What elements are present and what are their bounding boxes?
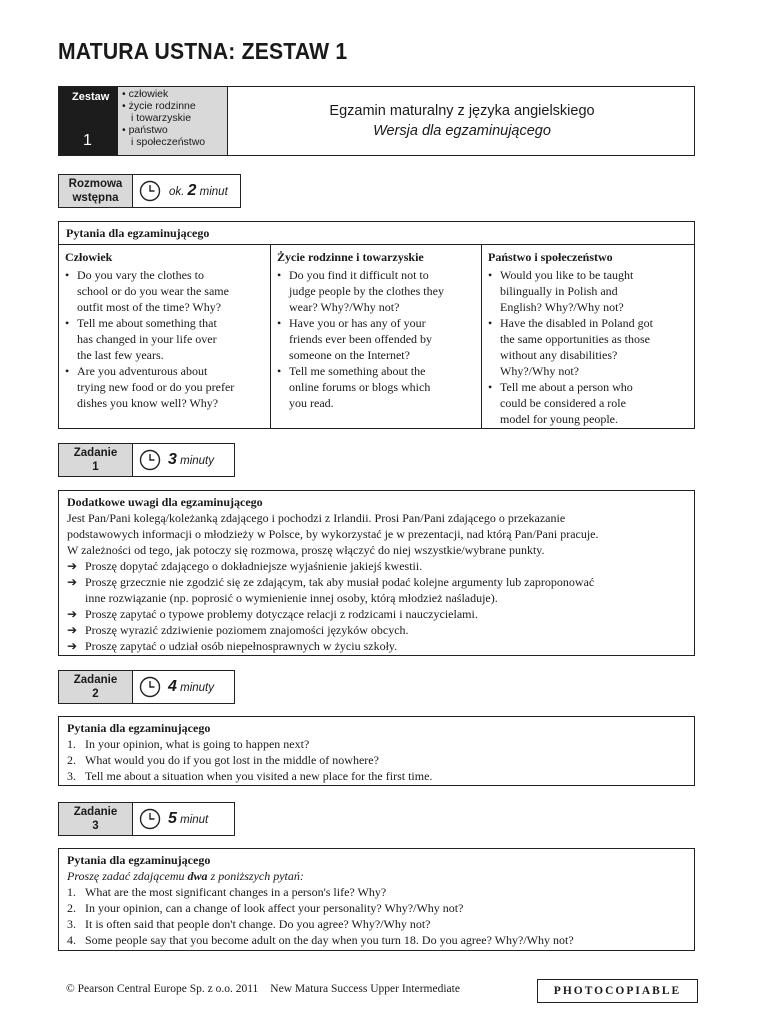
question-item bbox=[488, 379, 694, 427]
question-number: 1. bbox=[67, 737, 76, 751]
question-line: • Do you find it difficult not to bbox=[289, 268, 429, 282]
instruction-emphasis: dwa bbox=[187, 869, 208, 883]
intro-questions-heading: Pytania dla egzaminującego bbox=[59, 222, 694, 245]
question-line: • Tell me about a person who bbox=[500, 380, 633, 394]
topic-item: • państwo bbox=[122, 124, 168, 136]
notes-point bbox=[67, 574, 688, 606]
question-text: It is often said that people don't change. Do you agree? Why?/Why not? bbox=[85, 917, 431, 931]
question-line: you read. bbox=[289, 396, 334, 410]
question-number: 3. bbox=[67, 917, 76, 931]
instruction-text: z poniższych pytań: bbox=[207, 869, 304, 883]
question-line: trying new food or do you prefer bbox=[77, 380, 235, 394]
question-line: • Tell me something about the bbox=[289, 364, 426, 378]
timer-intro bbox=[58, 174, 241, 208]
timer-intro-duration bbox=[169, 182, 228, 200]
page-title: MATURA USTNA: ZESTAW 1 bbox=[58, 38, 348, 64]
question-line: outfit most of the time? Why? bbox=[77, 300, 222, 314]
question-number: 2. bbox=[67, 753, 76, 767]
timer-task1 bbox=[58, 443, 235, 477]
question-line: could be considered a role bbox=[500, 396, 626, 410]
question-item bbox=[277, 315, 481, 363]
question-line: the same opportunities as those bbox=[500, 332, 650, 346]
question-line: • Have you or has any of your bbox=[289, 316, 426, 330]
zestaw-label: Zestaw bbox=[72, 91, 110, 103]
timer-label-line: Zadanie bbox=[73, 447, 118, 459]
notes-line: Jest Pan/Pani kolegą/koleżanką zdającego i pochodzi z Irlandii. Prosi Pan/Pani zdającego o przekazanie bbox=[67, 511, 566, 525]
exam-title: Egzamin maturalny z języka angielskiego bbox=[329, 103, 595, 119]
instruction-text: Proszę zadać zdającemu bbox=[67, 869, 188, 883]
column-zycie-rodzinne bbox=[271, 245, 482, 428]
topic-item: i społeczeństwo bbox=[131, 136, 206, 148]
timer-amount: 5 bbox=[168, 810, 177, 827]
zestaw-badge bbox=[59, 87, 118, 155]
question-item bbox=[488, 315, 694, 379]
question-number: 3. bbox=[67, 769, 76, 783]
arrow-right-icon: ➔ bbox=[67, 623, 78, 637]
arrow-right-icon: ➔ bbox=[67, 639, 78, 653]
column-czlowiek bbox=[59, 245, 271, 428]
timer-label-line: 1 bbox=[92, 461, 99, 473]
timer-task2-label bbox=[59, 671, 133, 703]
question-item bbox=[277, 267, 481, 315]
question-number: 2. bbox=[67, 901, 76, 915]
question-line: English? Why?/Why not? bbox=[500, 300, 624, 314]
clock-icon bbox=[139, 180, 161, 202]
task1-notes-points bbox=[67, 558, 688, 654]
question-text: Some people say that you become adult on the day when you turn 18. Do you agree? Why?/Why not? bbox=[85, 933, 574, 947]
arrow-right-icon: ➔ bbox=[67, 575, 78, 589]
question-number: 4. bbox=[67, 933, 76, 947]
question-line: model for young people. bbox=[500, 412, 618, 426]
task2-questions-list bbox=[67, 736, 688, 784]
timer-unit: minuty bbox=[180, 455, 214, 467]
topic-item: i towarzyskie bbox=[131, 112, 192, 124]
question-line: someone on the Internet? bbox=[289, 348, 410, 362]
timer-unit: minut bbox=[199, 186, 228, 198]
notes-point-line: Proszę grzecznie nie zgodzić się ze zdającym, tak aby musiał podać kolejne argumenty lub zaproponować bbox=[85, 575, 595, 589]
question-text: In your opinion, what is going to happen next? bbox=[85, 737, 310, 751]
question-item bbox=[277, 363, 481, 411]
notes-point-line: inne rozwiązanie (np. poprosić o wymienienie innej osoby, którą młodzież naśladuje). bbox=[85, 591, 498, 605]
question-text: What would you do if you got lost in the middle of nowhere? bbox=[85, 753, 379, 767]
clock-icon bbox=[139, 808, 161, 830]
question-line: the last few years. bbox=[77, 348, 164, 362]
column-title: Człowiek bbox=[65, 250, 113, 264]
question-line: friends ever been offended by bbox=[289, 332, 433, 346]
question-line: • Tell me about something that bbox=[77, 316, 217, 330]
question-line: • Would you like to be taught bbox=[500, 268, 634, 282]
task3-instruction bbox=[67, 868, 688, 884]
notes-point bbox=[67, 622, 688, 638]
question-number: 1. bbox=[67, 885, 76, 899]
footer bbox=[66, 983, 460, 995]
task2-questions-heading: Pytania dla egzaminującego bbox=[67, 721, 211, 735]
notes-point bbox=[67, 558, 688, 574]
notes-line: podstawowych informacji o młodzieży w Polsce, by wykorzystać je w prezentacji, nad którą Pan/Pani pracuje. bbox=[67, 527, 599, 541]
timer-label-line: 3 bbox=[92, 820, 99, 832]
timer-amount: 3 bbox=[168, 451, 177, 468]
notes-point-line: Proszę wyrazić zdziwienie poziomem znajomości języków obcych. bbox=[85, 623, 409, 637]
question-line: • Are you adventurous about bbox=[77, 364, 208, 378]
question-line: bilingually in Polish and bbox=[500, 284, 618, 298]
notes-point-line: Proszę zapytać o udział osób niepełnosprawnych w życiu szkoły. bbox=[85, 639, 398, 653]
task1-notes-intro bbox=[67, 510, 688, 558]
timer-label-line: wstępna bbox=[72, 192, 119, 204]
timer-label-line: Zadanie bbox=[73, 806, 118, 818]
question-line: online forums or blogs which bbox=[289, 380, 431, 394]
question-line: • Have the disabled in Poland got bbox=[500, 316, 653, 330]
arrow-right-icon: ➔ bbox=[67, 607, 78, 621]
topic-item: • życie rodzinne bbox=[122, 100, 196, 112]
question-line: Why?/Why not? bbox=[500, 364, 579, 378]
question-line: school or do you wear the same bbox=[77, 284, 229, 298]
question-line: judge people by the clothes they bbox=[289, 284, 444, 298]
footer-copyright: © Pearson Central Europe Sp. z o.o. 2011 bbox=[66, 983, 259, 995]
intro-questions-table bbox=[58, 221, 695, 429]
exam-title-block bbox=[229, 101, 695, 141]
column-title: Państwo i społeczeństwo bbox=[488, 250, 613, 264]
timer-unit: minuty bbox=[180, 682, 214, 694]
arrow-right-icon: ➔ bbox=[67, 559, 78, 573]
timer-amount: 2 bbox=[187, 182, 197, 199]
task2-questions-box bbox=[58, 716, 695, 786]
question-item bbox=[67, 932, 688, 948]
timer-amount: 4 bbox=[168, 678, 177, 695]
topics-list bbox=[118, 87, 228, 155]
task3-questions-heading: Pytania dla egzaminującego bbox=[67, 853, 211, 867]
column-title: Życie rodzinne i towarzyskie bbox=[277, 250, 424, 264]
timer-label-line: Zadanie bbox=[73, 674, 118, 686]
footer-book: New Matura Success Upper Intermediate bbox=[270, 983, 460, 995]
topic-item: • człowiek bbox=[122, 88, 169, 100]
clock-icon bbox=[139, 676, 161, 698]
timer-task3 bbox=[58, 802, 235, 836]
question-text: In your opinion, can a change of look affect your personality? Why?/Why not? bbox=[85, 901, 464, 915]
zestaw-number: 1 bbox=[83, 132, 92, 149]
timer-label-line: Rozmowa bbox=[68, 178, 123, 190]
question-line: without any disabilities? bbox=[500, 348, 618, 362]
photocopiable-badge: PHOTOCOPIABLE bbox=[537, 979, 698, 1003]
question-item bbox=[67, 736, 688, 752]
question-item bbox=[67, 768, 688, 784]
timer-unit: minut bbox=[180, 814, 209, 826]
timer-label-line: 2 bbox=[92, 688, 99, 700]
timer-task1-duration bbox=[168, 451, 214, 469]
question-line: wear? Why?/Why not? bbox=[289, 300, 400, 314]
question-text: What are the most significant changes in a person's life? Why? bbox=[85, 885, 387, 899]
notes-point-line: Proszę dopytać zdającego o dokładniejsze wyjaśnienie jakiejś kwestii. bbox=[85, 559, 423, 573]
notes-line: W zależności od tego, jak potoczy się rozmowa, proszę włączyć do niej wszystkie/wybrane punkty. bbox=[67, 543, 545, 557]
timer-task2 bbox=[58, 670, 235, 704]
timer-task3-duration bbox=[168, 810, 208, 828]
exam-header bbox=[58, 86, 695, 156]
timer-task1-label bbox=[59, 444, 133, 476]
timer-task3-label bbox=[59, 803, 133, 835]
notes-point bbox=[67, 606, 688, 622]
column-panstwo bbox=[482, 245, 694, 428]
question-item bbox=[65, 363, 270, 411]
question-item bbox=[65, 315, 270, 363]
task1-notes-box bbox=[58, 490, 695, 656]
clock-icon bbox=[139, 449, 161, 471]
notes-point-line: Proszę zapytać o typowe problemy dotyczące relacji z rodzicami i nauczycielami. bbox=[85, 607, 478, 621]
timer-task2-duration bbox=[168, 678, 214, 696]
timer-intro-label bbox=[59, 175, 133, 207]
question-line: has changed in your life over bbox=[77, 332, 217, 346]
question-item bbox=[488, 267, 694, 315]
question-item bbox=[65, 267, 270, 315]
question-item bbox=[67, 884, 688, 900]
question-line: • Do you vary the clothes to bbox=[77, 268, 204, 282]
question-text: Tell me about a situation when you visited a new place for the first time. bbox=[85, 769, 433, 783]
task3-questions-box bbox=[58, 848, 695, 951]
question-item bbox=[67, 900, 688, 916]
question-line: dishes you know well? Why? bbox=[77, 396, 219, 410]
exam-subtitle: Wersja dla egzaminującego bbox=[373, 123, 551, 139]
question-item bbox=[67, 916, 688, 932]
timer-prefix: ok. bbox=[169, 186, 185, 198]
task3-questions-list bbox=[67, 884, 688, 948]
question-item bbox=[67, 752, 688, 768]
notes-point bbox=[67, 638, 688, 654]
task1-notes-heading: Dodatkowe uwagi dla egzaminującego bbox=[67, 495, 263, 509]
